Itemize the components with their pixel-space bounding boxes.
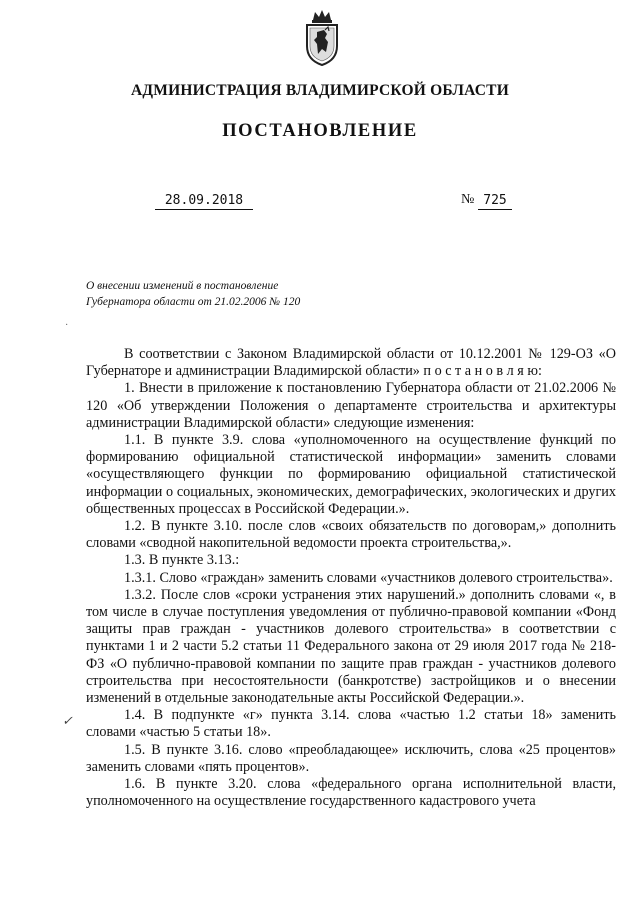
- document-body: [86, 346, 616, 810]
- document-subject: [86, 278, 406, 310]
- number-label: №: [461, 192, 475, 207]
- document-type-title: ПОСТАНОВЛЕНИЕ: [222, 121, 418, 141]
- organization-title: АДМИНИСТРАЦИЯ ВЛАДИМИРСКОЙ ОБЛАСТИ: [131, 82, 509, 99]
- document-date: 28.09.2018: [155, 193, 253, 210]
- body-paragraph: 1.3. В пункте 3.13.:: [124, 552, 240, 569]
- body-paragraph: 1.3.2. После слов «сроки устранения этих нарушений.» дополнить словами «, в том числе в случае поступления уведомления от публично-правовой компании «Фонд защиты прав граждан - участников долевого строительства» в соответствии с пунктами 1 и 2 части 5.2 статьи 11 Федерального закона от 29 июля 2017 года № 218-ФЗ «О публично-правовой компании по защите прав граждан - участников долевого строительства при несостоятельности (банкротстве) застройщиков и о внесении изменений в отдельные законодательные акты Российской Федерации.».: [86, 586, 616, 707]
- body-paragraph: 1.3.1. Слово «граждан» заменить словами «участников долевого строительства».: [124, 569, 613, 586]
- document-number: 725: [478, 193, 512, 210]
- body-paragraph: 1.1. В пункте 3.9. слова «уполномоченного на осуществление функций по формированию официальной статистической информации» заменить словами «осуществляющего функции по формированию официальной статистической информации о социальных, экономических, демографических, экологических и других общественных процессах в Российской Федерации.».: [86, 432, 616, 517]
- body-paragraph: 1.4. В подпункте «г» пункта 3.14. слова «частью 1.2 статьи 18» заменить словами «частью 5 статьи 18».: [86, 707, 616, 741]
- body-paragraph: 1. Внести в приложение к постановлению Губернатора области от 21.02.2006 № 120 «Об утверждении Положения о департаменте строительства и архитектуры администрации Владимирской области» следующие изменения:: [86, 380, 616, 431]
- subject-line: О внесении изменений в постановление: [86, 280, 279, 292]
- subject-line: Губернатора области от 21.02.2006 № 120: [86, 296, 301, 308]
- body-paragraph: В соответствии с Законом Владимирской области от 10.12.2001 № 129-ОЗ «О Губернаторе и администрации Владимирской области» п о с т а н о в л я ю:: [86, 346, 616, 380]
- body-paragraph: 1.2. В пункте 3.10. после слов «своих обязательств по договорам,» дополнить словами «сводной накопительной ведомости проекта строительства,».: [86, 518, 616, 552]
- coat-of-arms-emblem: [300, 8, 344, 68]
- body-paragraph: 1.6. В пункте 3.20. слова «федерального органа исполнительной власти, уполномоченного на осуществление государственного кадастрового учета: [86, 776, 616, 810]
- margin-dot: ·: [65, 320, 69, 331]
- margin-check-mark: ✓: [62, 713, 73, 728]
- body-paragraph: 1.5. В пункте 3.16. слово «преобладающее» исключить, слова «25 процентов» заменить словами «пять процентов».: [86, 741, 616, 775]
